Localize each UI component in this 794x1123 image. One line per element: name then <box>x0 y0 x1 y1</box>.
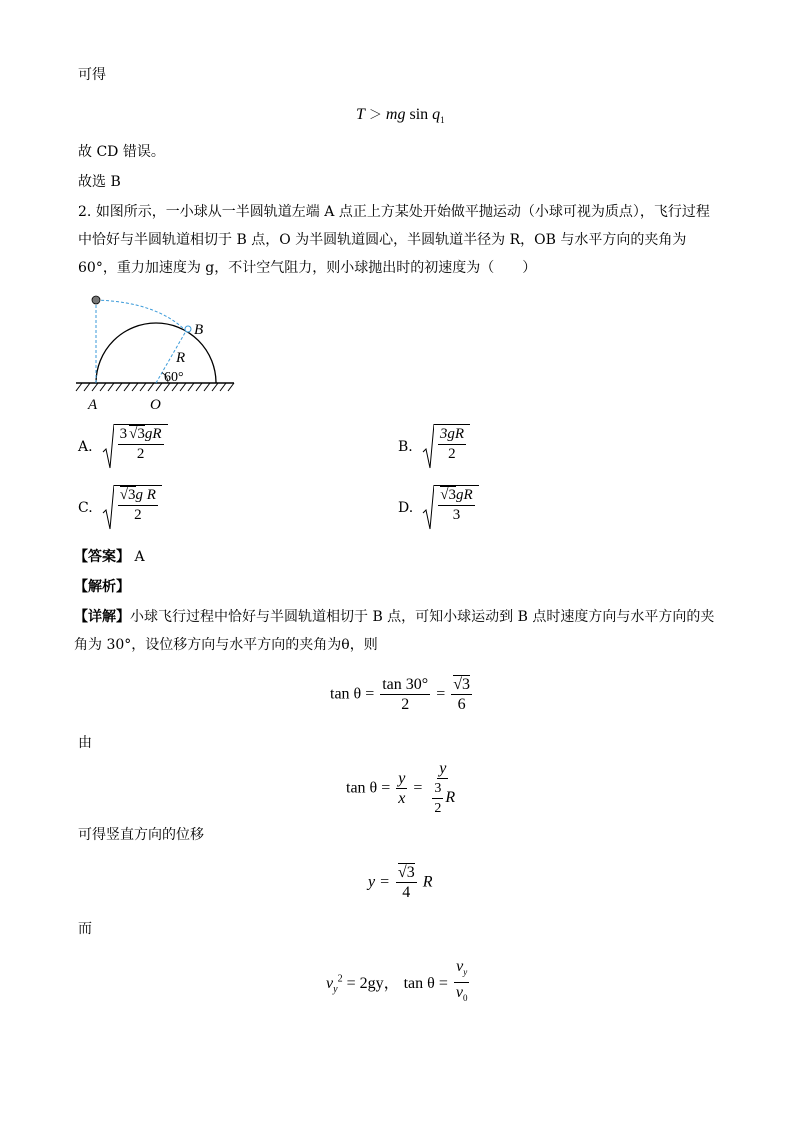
eq-tan2-d1: x <box>398 790 406 807</box>
eq-v-den-sub: 0 <box>462 993 468 1004</box>
option-d-label: D. <box>398 500 414 516</box>
option-b-num: 3gR <box>438 426 466 445</box>
trajectory-path <box>96 300 186 331</box>
text-choose-b: 故选 B <box>78 174 121 190</box>
option-c[interactable] <box>78 485 162 531</box>
label-angle: 60° <box>164 370 184 385</box>
option-a-inner: 3 <box>137 426 145 442</box>
eq-tan2-d2-num: 3 <box>432 780 443 799</box>
label-a: A <box>88 397 98 413</box>
ground-hatching <box>76 383 234 391</box>
text-ke-de: 可得 <box>78 67 106 83</box>
option-d-inner: 3 <box>448 487 457 503</box>
eq-v-vy: v <box>326 975 334 993</box>
option-b-label: B. <box>398 439 413 455</box>
option-c-rest: g R <box>135 487 156 503</box>
eq-tan2-lhs: tan θ = <box>346 779 391 797</box>
question-number: 2. <box>78 204 92 220</box>
eq-y-inner: 3 <box>406 864 415 881</box>
eq1-lhs: T <box>356 106 365 123</box>
eq-v-tan: tan θ = <box>403 975 448 993</box>
question-2 <box>78 198 718 282</box>
option-b-radical <box>422 424 470 470</box>
ball <box>92 296 100 304</box>
eq-y-den: 4 <box>402 884 411 901</box>
eq-v-sep: ， <box>383 975 400 993</box>
eq-tan2-d2-var: R <box>445 789 456 807</box>
eq1-rhs: mg <box>385 106 406 123</box>
eq-v-rhs: = 2gy <box>346 975 384 993</box>
figure-semicircle-track <box>72 290 242 415</box>
option-a-den: 2 <box>136 446 145 462</box>
option-d-radical: $\frac{√3gR}{3}$ <box>422 485 478 531</box>
eq-v-sup: 2 <box>337 973 343 985</box>
equation-y: y = $\frac{√3}{4}$ R <box>368 864 433 901</box>
analysis-tag: 【解析】 <box>74 579 130 595</box>
label-b: B <box>194 322 204 338</box>
equation-tan-theta-1: tan θ = $\frac{\tan 30^\circ}{2}$ = $\frac{√3}{6}$ <box>330 676 470 713</box>
option-c-radical: $\frac{\text{√3g R}}{2}$ <box>102 485 162 531</box>
text-vertical-disp: 可得竖直方向的位移 <box>78 827 204 843</box>
eq-tan2-d2-den: 2 <box>434 801 442 816</box>
eq-tan1-lhs: tan θ = <box>330 685 375 703</box>
eq-tan1-den: 2 <box>401 696 410 713</box>
eq1-var: q <box>432 106 441 123</box>
option-a-rest: gR <box>144 426 162 442</box>
detail-tag: 【详解】 <box>74 609 130 625</box>
text-you: 由 <box>78 735 92 751</box>
option-b[interactable] <box>398 424 470 470</box>
option-d[interactable] <box>398 485 479 531</box>
eq-v-num-sub: y <box>463 967 468 978</box>
option-a-label: A. <box>78 439 93 455</box>
eq-tan1-num: tan 30° <box>382 676 429 693</box>
detail-text: 小球飞行过程中恰好与半圆轨道相切于 B 点，可知小球运动到 B 点时速度方向与水平方向的夹角为 30°，设位移方向与水平方向的夹角为θ，则 <box>74 609 715 653</box>
text-er: 而 <box>78 921 92 937</box>
eq-tan1-num2: 3 <box>462 676 470 693</box>
equation-tan-theta-2: tan θ = $\frac{y}{x}$ = y $\frac{3}{2}$ R <box>346 760 456 816</box>
label-o: O <box>150 397 161 413</box>
eq1-rel: ＞ <box>368 108 382 123</box>
label-r: R <box>176 350 186 366</box>
option-c-inner: 3 <box>128 487 136 503</box>
eq1-sub: 1 <box>440 115 445 126</box>
question-text: 如图所示，一小球从一半圆轨道左端 A 点正上方某处开始做平抛运动（小球可视为质点），飞行过程中恰好与半圆轨道相切于 B 点，O 为半圆轨道圆心，半圆轨道半径为 R，OB 与水平方向的夹角为 60°，重力加速度为 g，不计空气阻力，则小球抛出时的初速度为（ ） <box>78 204 710 276</box>
analysis-line <box>74 580 130 594</box>
eq-y-var: R <box>422 873 433 891</box>
option-c-label: C. <box>78 500 93 516</box>
eq-v-den: v <box>455 984 463 1002</box>
eq-tan2-n1: y <box>398 770 406 787</box>
option-a[interactable] <box>78 424 168 470</box>
equation-t-gt-mgsinq <box>356 104 445 125</box>
option-b-den: 2 <box>448 446 456 462</box>
eq-tan1-den2: 6 <box>457 696 466 713</box>
option-a-coef: 3 <box>119 426 128 442</box>
point-b-marker <box>185 326 191 332</box>
equation-v <box>326 958 471 1007</box>
eq1-fn: sin <box>409 106 429 123</box>
option-d-rest: gR <box>456 487 473 503</box>
answer-line <box>74 550 145 564</box>
eq-v-num: v <box>456 958 464 975</box>
detail-paragraph <box>74 603 718 659</box>
eq-tan2-n2: y <box>439 760 447 777</box>
text-cd-wrong: 故 CD 错误。 <box>78 144 165 160</box>
answer-tag: 【答案】 <box>74 549 130 565</box>
option-a-radical: $\frac{3 √3gR}{2}$ <box>102 424 168 470</box>
option-d-den: 3 <box>452 507 461 523</box>
eq-y-lhs: y = <box>368 873 390 891</box>
eq-v-sub-y: y <box>333 984 338 996</box>
option-c-den: 2 <box>134 507 142 523</box>
answer-value: A <box>134 549 145 565</box>
